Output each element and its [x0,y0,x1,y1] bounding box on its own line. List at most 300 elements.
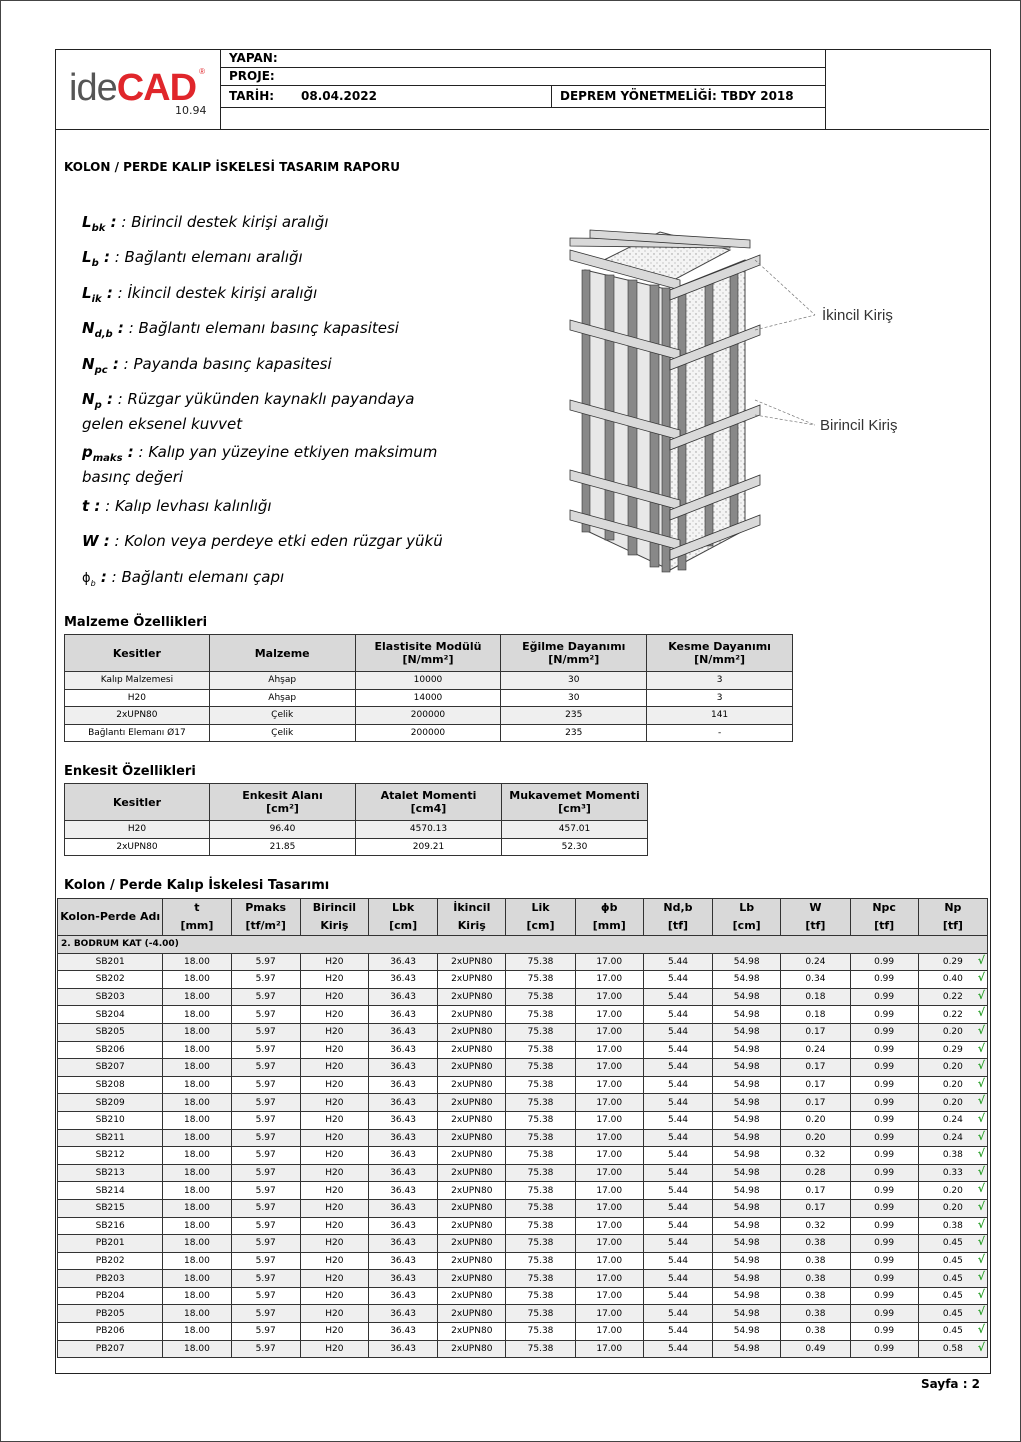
table-cell: 0.24 [781,1041,850,1059]
label-ikincil-kiris: İkincil Kiriş [822,307,893,324]
table-cell: 17.00 [575,953,643,971]
table-cell: 75.38 [506,1023,575,1041]
table-cell: H20 [300,988,368,1006]
table-cell: PB207 [58,1340,163,1358]
table-cell: 36.43 [368,971,437,989]
table-cell: 5.97 [231,953,300,971]
floor-row [58,936,988,954]
table-cell: 209.21 [356,838,502,856]
table-cell: 54.98 [713,1217,781,1235]
deprem-label: DEPREM YÖNETMELİĞİ: TBDY 2018 [560,89,794,103]
enkesit-title: Enkesit Özellikleri [64,764,196,779]
table-cell: H20 [300,1111,368,1129]
table-cell: 0.38 [781,1270,850,1288]
table-cell: 18.00 [163,1199,231,1217]
table-cell: H20 [65,821,210,839]
table-cell: 54.98 [713,1270,781,1288]
table-cell: 2xUPN80 [438,1076,506,1094]
table-cell: 54.98 [713,1129,781,1147]
table-row [58,1270,988,1288]
table-cell: 36.43 [368,1164,437,1182]
table-cell: 75.38 [506,1270,575,1288]
column-header: İkincil Kiriş [438,899,506,936]
table-cell: 0.20 √ [918,1059,987,1077]
legend-item-np: $N_p$ : : Rüzgar yükünden kaynaklı payandaya gelen eksenel kuvvet [82,390,415,433]
table-cell: SB207 [58,1059,163,1077]
table-cell: 0.45 √ [918,1305,987,1323]
legend-text: : Kalıp levhası kalınlığı [100,497,272,515]
table-cell: 17.00 [575,1164,643,1182]
table-row [65,724,793,742]
header-row-tarih [221,85,825,108]
table-cell: 2xUPN80 [438,1340,506,1358]
check-icon: √ [977,1235,985,1249]
table-cell: 5.97 [231,971,300,989]
table-cell: 0.99 [850,988,918,1006]
table-cell: 5.44 [643,953,712,971]
table-cell: 0.45 √ [918,1270,987,1288]
column-header: Lik [cm] [506,899,575,936]
table-cell: 18.00 [163,1006,231,1024]
table-row [65,838,648,856]
table-cell: 235 [501,707,647,725]
table-cell: 36.43 [368,988,437,1006]
table-cell: 54.98 [713,1006,781,1024]
table-cell: 0.38 [781,1305,850,1323]
table-cell: 75.38 [506,1129,575,1147]
table-cell: 36.43 [368,1270,437,1288]
table-cell: 0.99 [850,1041,918,1059]
logo-cad-text: CAD [116,67,197,109]
table-row [58,1094,988,1112]
table-cell: H20 [300,1147,368,1165]
table-cell: 17.00 [575,1059,643,1077]
table-cell: 2xUPN80 [438,971,506,989]
table-cell: 5.97 [231,1270,300,1288]
table-cell: 18.00 [163,1235,231,1253]
table-cell: 0.99 [850,953,918,971]
proje-label: PROJE: [229,69,275,83]
table-cell: 2xUPN80 [438,1164,506,1182]
table-cell: 0.20 √ [918,1182,987,1200]
table-cell: 2xUPN80 [438,1094,506,1112]
table-cell: 18.00 [163,1041,231,1059]
table-cell: 17.00 [575,1006,643,1024]
table-cell: 36.43 [368,1129,437,1147]
table-cell: 5.97 [231,1094,300,1112]
table-cell: SB203 [58,988,163,1006]
check-icon: √ [977,1147,985,1161]
table-cell: SB214 [58,1182,163,1200]
table-row [58,1129,988,1147]
table-cell: 0.99 [850,1182,918,1200]
table-cell: 54.98 [713,1023,781,1041]
table-cell: 0.20 √ [918,1199,987,1217]
table-cell: 18.00 [163,1023,231,1041]
table-cell: 54.98 [713,1111,781,1129]
table-cell: 5.44 [643,1270,712,1288]
table-cell: 21.85 [210,838,356,856]
legend-item-npc: $N_{pc}$ : : Payanda basınç kapasitesi [82,355,332,376]
table-cell: 54.98 [713,1147,781,1165]
table-cell: 0.17 [781,1182,850,1200]
check-icon: √ [977,953,985,967]
table-cell: 0.32 [781,1147,850,1165]
column-header: Kesitler [65,635,210,672]
column-header: Lb [cm] [713,899,781,936]
table-cell: 14000 [355,689,501,707]
legend-item-lik: $L_{ik}$ : : İkincil destek kirişi aralığı [82,284,318,305]
table-cell: PB205 [58,1305,163,1323]
table-cell: PB204 [58,1287,163,1305]
table-cell: H20 [300,1023,368,1041]
column-header: Elastisite Modülü [N/mm²] [355,635,501,672]
legend-item-ndb: $N_{d,b}$ : : Bağlantı elemanı basınç kapasitesi [82,319,399,340]
table-cell: 75.38 [506,1041,575,1059]
floor-label: 2. BODRUM KAT (-4.00) [58,936,988,954]
table-cell: 54.98 [713,953,781,971]
table-cell: 5.44 [643,1252,712,1270]
table-cell: 30 [501,672,647,690]
table-cell: 18.00 [163,1182,231,1200]
table-row [58,1217,988,1235]
table-cell: 75.38 [506,1217,575,1235]
table-cell: 30 [501,689,647,707]
table-cell: 18.00 [163,953,231,971]
check-icon: √ [977,1129,985,1143]
table-row [65,821,648,839]
table-cell: Çelik [209,724,355,742]
table-cell: 18.00 [163,1164,231,1182]
table-cell: 2xUPN80 [438,1059,506,1077]
legend-item-lb: $L_b$ : : Bağlantı elemanı aralığı [82,248,303,269]
table-cell: H20 [300,1041,368,1059]
table-cell: 36.43 [368,1235,437,1253]
table-cell: 5.97 [231,1235,300,1253]
table-cell: 36.43 [368,1041,437,1059]
table-cell: 75.38 [506,1199,575,1217]
yapan-label: YAPAN: [229,51,278,65]
table-cell: Ahşap [209,689,355,707]
legend-text: : Rüzgar yükünden kaynaklı payandaya gelen eksenel kuvvet [82,390,415,433]
table-cell: 0.99 [850,1287,918,1305]
table-row [58,1305,988,1323]
table-cell: SB208 [58,1076,163,1094]
table-row [58,971,988,989]
table-cell: 36.43 [368,1006,437,1024]
table-cell: 17.00 [575,1076,643,1094]
check-icon: √ [977,1076,985,1090]
table-cell: 54.98 [713,1041,781,1059]
check-icon: √ [977,1164,985,1178]
table-cell: 0.20 [781,1129,850,1147]
table-cell: 2xUPN80 [438,1323,506,1341]
table-cell: 17.00 [575,1252,643,1270]
table-cell: 0.18 [781,988,850,1006]
table-cell: H20 [300,1217,368,1235]
table-cell: 0.99 [850,1340,918,1358]
table-cell: 5.44 [643,1076,712,1094]
table-cell: 0.99 [850,1217,918,1235]
table-cell: 0.45 √ [918,1287,987,1305]
tarih-value: 08.04.2022 [301,89,377,103]
table-cell: 0.38 [781,1252,850,1270]
table-cell: 75.38 [506,1094,575,1112]
legend-text: : Birincil destek kirişi aralığı [116,213,329,231]
table-cell: SB212 [58,1147,163,1165]
logo-ide-text: ide [69,67,117,109]
table-cell: H20 [300,953,368,971]
table-cell: 75.38 [506,1111,575,1129]
table-cell: 75.38 [506,1006,575,1024]
table-cell: 36.43 [368,953,437,971]
table-row [58,1287,988,1305]
legend-text: : İkincil destek kirişi aralığı [112,284,318,302]
table-cell: 0.22 √ [918,1006,987,1024]
table-cell: 36.43 [368,1287,437,1305]
table-cell: 2xUPN80 [65,838,210,856]
table-cell: 54.98 [713,1199,781,1217]
table-cell: 5.44 [643,1023,712,1041]
table-cell: 0.99 [850,1235,918,1253]
check-icon: √ [977,1287,985,1301]
check-icon: √ [977,1041,985,1055]
column-header: Enkesit Alanı [cm²] [210,784,356,821]
table-cell: 52.30 [502,838,648,856]
table-cell: 2xUPN80 [438,1023,506,1041]
table-cell: 17.00 [575,1287,643,1305]
table-cell: 17.00 [575,1094,643,1112]
column-header: Np [tf] [918,899,987,936]
table-cell: 18.00 [163,1094,231,1112]
check-icon: √ [977,988,985,1002]
table-cell: 2xUPN80 [438,1270,506,1288]
table-cell: 54.98 [713,988,781,1006]
table-cell: 0.45 √ [918,1252,987,1270]
table-cell: 54.98 [713,1305,781,1323]
legend-item-lbk: $L_{bk}$ : : Birincil destek kirişi aralığı [82,213,329,234]
table-cell: 75.38 [506,971,575,989]
table-cell: SB202 [58,971,163,989]
table-cell: 2xUPN80 [438,1199,506,1217]
table-cell: SB211 [58,1129,163,1147]
table-row [58,988,988,1006]
table-cell: 75.38 [506,1235,575,1253]
table-row [58,1235,988,1253]
table-cell: 2xUPN80 [438,1252,506,1270]
table-cell: H20 [65,689,210,707]
table-cell: H20 [300,1323,368,1341]
table-cell: PB206 [58,1323,163,1341]
table-cell: 54.98 [713,1076,781,1094]
table-cell: SB215 [58,1199,163,1217]
table-cell: 36.43 [368,1252,437,1270]
table-cell: 5.44 [643,1340,712,1358]
table-cell: 2xUPN80 [438,1217,506,1235]
table-cell: Bağlantı Elemanı Ø17 [65,724,210,742]
malzeme-table [64,634,793,742]
header-row-yapan [221,49,825,68]
table-cell: SB205 [58,1023,163,1041]
table-row [58,1164,988,1182]
table-cell: 54.98 [713,1287,781,1305]
table-cell: 5.44 [643,1235,712,1253]
table-cell: 18.00 [163,1217,231,1235]
table-cell: 18.00 [163,1252,231,1270]
table-cell: 5.97 [231,1199,300,1217]
table-cell: 36.43 [368,1147,437,1165]
table-cell: 5.97 [231,1006,300,1024]
check-icon: √ [977,1323,985,1337]
table-cell: 17.00 [575,1111,643,1129]
table-cell: 18.00 [163,1323,231,1341]
table-cell: 0.38 [781,1323,850,1341]
table-cell: H20 [300,1270,368,1288]
table-cell: H20 [300,1252,368,1270]
table-cell: 0.24 √ [918,1111,987,1129]
table-cell: SB213 [58,1164,163,1182]
column-header: Kesme Dayanımı [N/mm²] [647,635,793,672]
table-row [58,953,988,971]
table-cell: 0.99 [850,1076,918,1094]
table-cell: 5.97 [231,1287,300,1305]
table-cell: 5.44 [643,1111,712,1129]
table-cell: 5.44 [643,1199,712,1217]
table-cell: 5.44 [643,1287,712,1305]
table-cell: 18.00 [163,1270,231,1288]
table-cell: H20 [300,1182,368,1200]
tarih-divider [551,85,552,107]
table-cell: 2xUPN80 [65,707,210,725]
table-cell: 36.43 [368,1199,437,1217]
table-cell: 17.00 [575,1129,643,1147]
table-cell: H20 [300,1287,368,1305]
column-header: Pmaks [tf/m²] [231,899,300,936]
legend-text: : Kalıp yan yüzeyine etkiyen maksimum basınç değeri [82,443,438,486]
table-cell: 36.43 [368,1305,437,1323]
table-row [58,1199,988,1217]
table-cell: 0.38 [781,1287,850,1305]
table-row [58,1323,988,1341]
table-cell: 17.00 [575,1235,643,1253]
table-cell: 235 [501,724,647,742]
table-cell: 0.17 [781,1199,850,1217]
table-cell: 0.99 [850,1129,918,1147]
table-cell: 17.00 [575,1305,643,1323]
table-cell: 2xUPN80 [438,953,506,971]
table-cell: 0.20 √ [918,1076,987,1094]
table-cell: 18.00 [163,1111,231,1129]
table-cell: 0.17 [781,1023,850,1041]
table-cell: 0.24 [781,953,850,971]
table-cell: 0.99 [850,1252,918,1270]
check-icon: √ [977,1305,985,1319]
table-cell: 18.00 [163,1147,231,1165]
tasarim-title: Kolon / Perde Kalıp İskelesi Tasarımı [64,878,330,893]
table-cell: 2xUPN80 [438,1235,506,1253]
table-cell: 75.38 [506,1164,575,1182]
table-cell: 2xUPN80 [438,988,506,1006]
table-row [58,1006,988,1024]
table-cell: 17.00 [575,1023,643,1041]
column-header: Eğilme Dayanımı [N/mm²] [501,635,647,672]
table-cell: 0.38 √ [918,1147,987,1165]
header-row-proje [221,67,825,86]
table-row [65,689,793,707]
malzeme-title: Malzeme Özellikleri [64,615,208,630]
table-cell: 18.00 [163,1059,231,1077]
table-cell: 5.44 [643,1217,712,1235]
table-cell: 36.43 [368,1217,437,1235]
table-cell: 0.45 √ [918,1235,987,1253]
table-cell: 2xUPN80 [438,1111,506,1129]
logo-box [55,49,221,129]
table-cell: H20 [300,1129,368,1147]
table-cell: 0.99 [850,971,918,989]
table-row [58,1076,988,1094]
table-cell: PB203 [58,1270,163,1288]
check-icon: √ [977,1340,985,1354]
table-cell: 17.00 [575,1323,643,1341]
table-cell: 0.18 [781,1006,850,1024]
table-cell: - [647,724,793,742]
table-cell: 5.97 [231,1129,300,1147]
table-cell: 17.00 [575,971,643,989]
table-cell: 54.98 [713,1323,781,1341]
table-cell: 2xUPN80 [438,1305,506,1323]
table-cell: 5.97 [231,988,300,1006]
table-cell: 18.00 [163,1129,231,1147]
logo-version: 10.94 [175,104,207,117]
table-cell: 2xUPN80 [438,1041,506,1059]
formwork-diagram [550,210,920,590]
table-cell: 5.44 [643,1059,712,1077]
legend-text: : Bağlantı elemanı basınç kapasitesi [123,319,399,337]
table-cell: 0.99 [850,1059,918,1077]
table-row [58,1059,988,1077]
table-cell: 75.38 [506,988,575,1006]
table-cell: 5.44 [643,988,712,1006]
table-cell: 5.97 [231,1252,300,1270]
table-cell: 0.22 √ [918,988,987,1006]
table-cell: 17.00 [575,1340,643,1358]
logo-reg-mark: ® [199,67,205,76]
table-cell: H20 [300,971,368,989]
check-icon: √ [977,1182,985,1196]
table-row [58,1182,988,1200]
legend-item-phib: $\phi_b$ : : Bağlantı elemanı çapı [82,568,285,588]
table-cell: 54.98 [713,1235,781,1253]
table-cell: 5.97 [231,1147,300,1165]
table-cell: SB201 [58,953,163,971]
check-icon: √ [977,1094,985,1108]
table-cell: 0.99 [850,1006,918,1024]
column-header: W [tf] [781,899,850,936]
table-cell: 36.43 [368,1059,437,1077]
table-cell: PB201 [58,1235,163,1253]
check-icon: √ [977,1252,985,1266]
table-cell: 3 [647,672,793,690]
table-cell: 17.00 [575,1270,643,1288]
table-cell: 17.00 [575,1199,643,1217]
table-cell: 0.40 √ [918,971,987,989]
table-cell: SB204 [58,1006,163,1024]
table-cell: 18.00 [163,971,231,989]
table-cell: 96.40 [210,821,356,839]
table-cell: 5.44 [643,1305,712,1323]
table-cell: 75.38 [506,1305,575,1323]
table-cell: 0.32 [781,1217,850,1235]
